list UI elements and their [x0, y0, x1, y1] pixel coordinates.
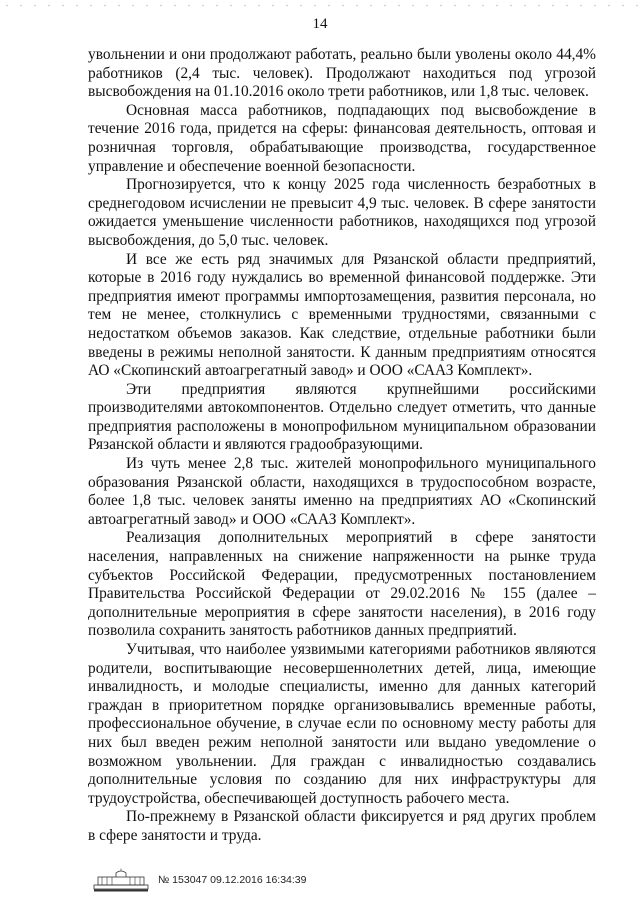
paragraph-5: Эти предприятия являются крупнейшими российскими производителями автокомпонентов. Отдельно следует отметить, что данные предприятия расположены в монопрофильном муниципальном образовании Рязанской области и являются градообразующими. [88, 380, 596, 454]
document-footer [92, 866, 306, 894]
paragraph-3: Прогнозируется, что к концу 2025 года численность безработных в среднегодовом исчислении не превысит 4,9 тыс. человек. В сфере занятости ожидается уменьшение численности работников, находящихся под угрозой высвобождения, до 5,0 тыс. человек. [88, 176, 596, 249]
paragraph-9: По-прежнему в Рязанской области фиксируется и ряд других проблем в сфере занятости и труда. [88, 808, 596, 844]
document-registration-stamp: № 153047 09.12.2016 16:34:39 [158, 874, 307, 886]
scan-top-dots [0, 4, 640, 7]
paragraph-1: увольнении и они продолжают работать, реально были уволены около 44,4% работников (2,4 тыс. человек). Продолжают находиться под угрозой высвобождения на 01.10.2016 около трети работников, или 1,8 тыс. человек. [88, 46, 596, 101]
document-body [88, 46, 596, 846]
paragraph-2: Основная масса работников, подпадающих под высвобождение в течение 2016 года, придется на сферы: финансовая деятельность, оптовая и розничная торговля, обрабатывающие производства, государственное управление и обеспечение военной безопасности. [88, 101, 596, 175]
page-number: 14 [312, 16, 328, 32]
paragraph-4: И все же есть ряд значимых для Рязанской области предприятий, которые в 2016 году нуждались во временной финансовой поддержке. Эти предприятия имеют программы импортозамещения, развития персонала, но тем не менее, столкнулись с временными трудностями, связанными с недостатком объемов заказов. Как следствие, отдельные работники были введены в режимы неполной занятости. К данным предприятиям относятся АО «Скопинский автоагрегатный завод» и ООО «СААЗ Комплект». [88, 250, 596, 380]
government-building-logo-icon [92, 868, 150, 892]
paragraph-6: Из чуть менее 2,8 тыс. жителей монопрофильного муниципального образования Рязанской области, находящихся в трудоспособном возрасте, более 1,8 тыс. человек заняты именно на предприятиях АО «Скопинский автоагрегатный завод» и ООО «СААЗ Комплект». [88, 455, 596, 528]
paragraph-8: Учитывая, что наиболее уязвимыми категориями работников являются родители, воспитывающие несовершеннолетних детей, лица, имеющие инвалидность, и молодые специалисты, именно для данных категорий граждан в приоритетном порядке организовывались временные работы, профессиональное обучение, в случае если по основному месту работы для них был введен режим неполной занятости или выдано уведомление о возможном увольнении. Для граждан с инвалидностью создавались дополнительные условия по созданию для них инфраструктуры для трудоустройства, обеспечивающей доступность рабочего места. [88, 641, 596, 807]
paragraph-7: Реализация дополнительных мероприятий в сфере занятости населения, направленных на снижение напряженности на рынке труда субъектов Российской Федерации, предусмотренных постановлением Правительства Российской Федерации от 29.02.2016 № 155 (далее – дополнительные мероприятия в сфере занятости населения), в 2016 году позволила сохранить занятость работников данных предприятий. [88, 529, 596, 640]
